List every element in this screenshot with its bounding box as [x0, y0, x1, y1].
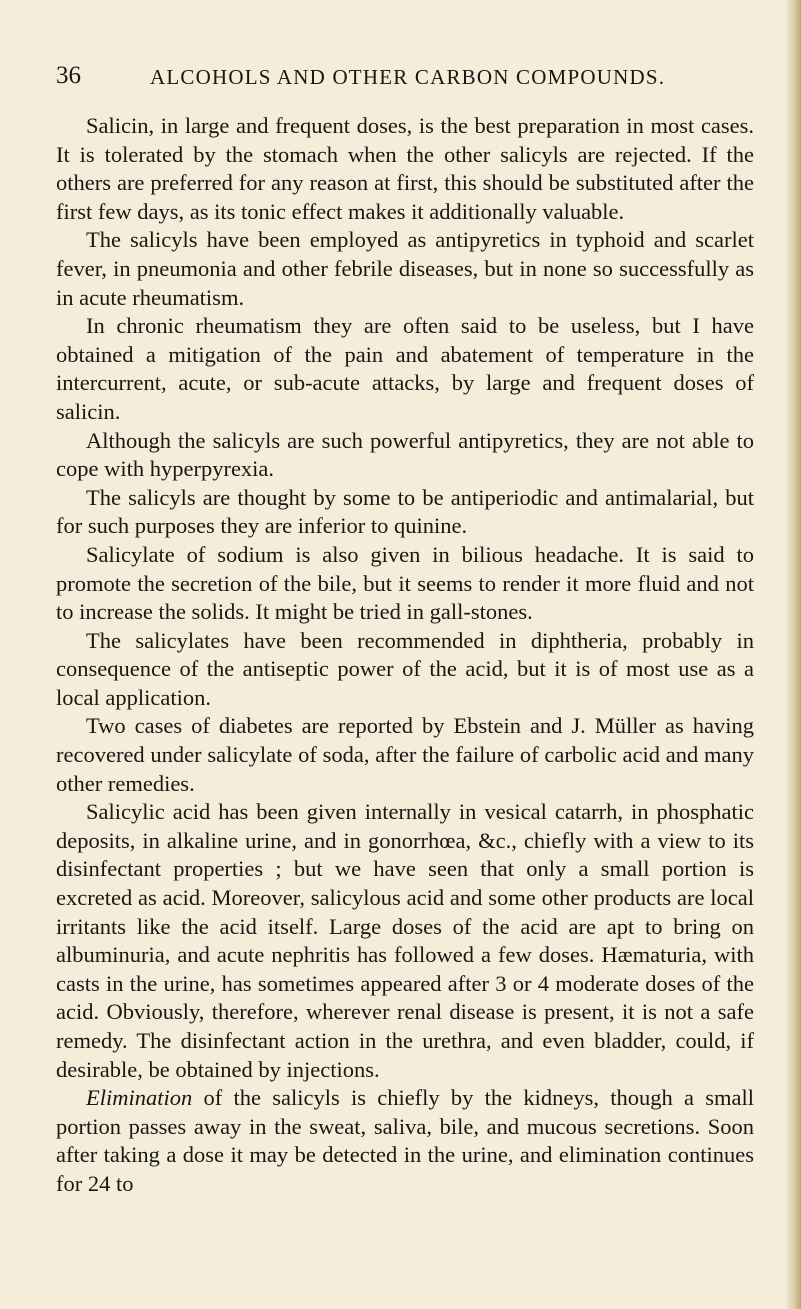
paragraph: Salicylate of sodium is also given in bilious headache. It is said to promote the secretion of the bile, but it seems to render it more fluid and not to increase the solids. It might be tried in gall-stones. [56, 541, 754, 625]
paragraph: Although the salicyls are such powerful antipyretics, they are not able to cope with hyperpyrexia. [56, 427, 754, 482]
paragraph: Salicin, in large and frequent doses, is the best preparation in most cases. It is tolerated by the stomach when the other salicyls are rejected. If the others are preferred for any reason at first, this should be substituted after the first few days, as its tonic effect makes it additionally valuable. [56, 113, 754, 224]
paragraph: The salicyls are thought by some to be antiperiodic and antimalarial, but for such purposes they are inferior to quinine. [56, 484, 754, 539]
page-edge-shadow [785, 0, 801, 1309]
running-head: ALCOHOLS AND OTHER CARBON COMPOUNDS. [150, 65, 666, 89]
page-number: 36 [56, 62, 81, 89]
paragraph: The salicylates have been recommended in diphtheria, probably in consequence of the antiseptic power of the acid, but it is of most use as a local application. [56, 627, 754, 710]
page-header [56, 62, 756, 92]
paragraph: In chronic rheumatism they are often said to be useless, but I have obtained a mitigation of the pain and abatement of temperature in the intercurrent, acute, or sub-acute attacks, by large and frequent doses of salicin. [56, 313, 754, 424]
paragraph-text: of the salicyls is chiefly by the kidneys, though a small portion passes away in the sweat, saliva, bile, and mucous secretions. Soon after taking a dose it may be detected in the urine, and elimination continues for 24 to [56, 1085, 754, 1196]
paragraph: Salicylic acid has been given internally in vesical catarrh, in phosphatic deposits, in alkaline urine, and in gonorrhœa, &c., chiefly with a view to its disinfectant properties ; but we have seen that only a small portion is excreted as acid. Moreover, salicylous acid and some other products are local irritants like the acid itself. Large doses of the acid are apt to bring on albuminuria, and acute nephritis has followed a few doses. Hæmaturia, with casts in the urine, has sometimes appeared after 3 or 4 moderate doses of the acid. Obviously, therefore, wherever renal disease is present, it is not a safe remedy. The disinfectant action in the urethra, and even bladder, could, if desirable, be obtained by injections. [56, 799, 754, 1082]
paragraph-elimination [56, 1084, 754, 1198]
paragraph: Two cases of diabetes are reported by Ebstein and J. Müller as having recovered under salicylate of soda, after the failure of carbolic acid and many other remedies. [56, 713, 754, 796]
paragraph: The salicyls have been employed as antipyretics in typhoid and scarlet fever, in pneumonia and other febrile diseases, but in none so successfully as in acute rheumatism. [56, 227, 754, 310]
body-text [56, 112, 754, 1199]
italic-heading: Elimination [86, 1085, 193, 1111]
